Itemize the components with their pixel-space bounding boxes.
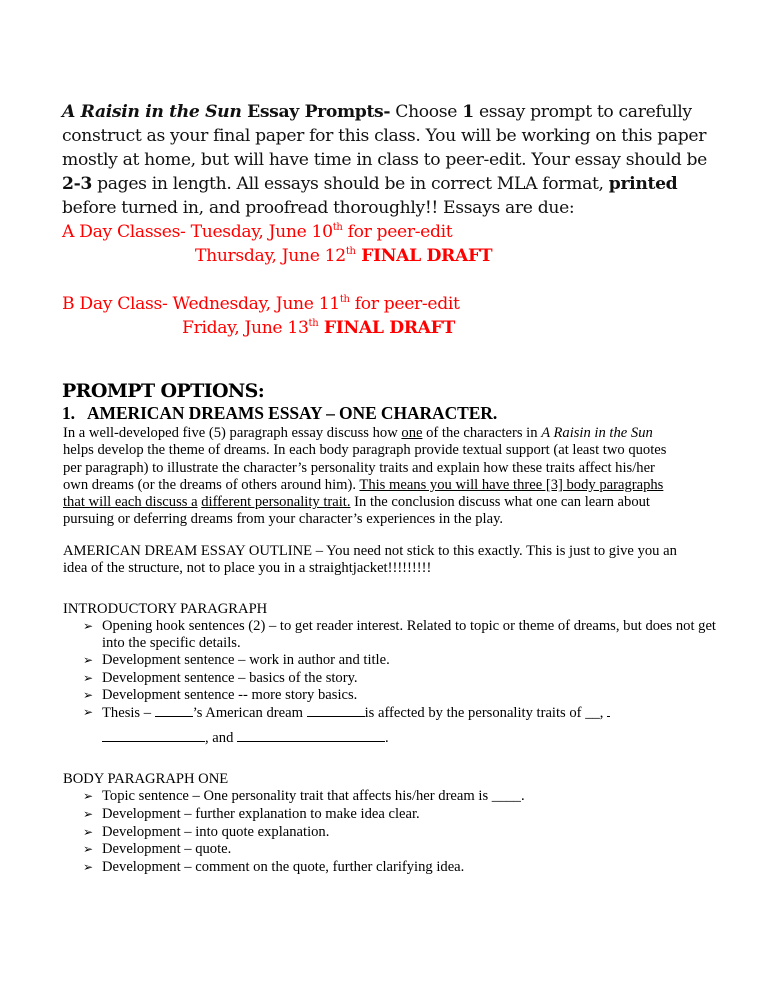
- prompt-options-heading: PROMPT OPTIONS:: [62, 380, 265, 402]
- body-text: In a well-developed five (5) paragraph essay discuss how: [63, 425, 402, 441]
- underlined-text: This means you will have three [3] body paragraphs that will each discuss a: [63, 476, 664, 511]
- thesis-text: is affected by the personality traits of: [364, 705, 586, 722]
- body-text: In the conclusion discuss what one can learn about pursuing or deferring dreams from your character’s experiences in the play.: [63, 494, 650, 528]
- list-item: [83, 652, 722, 669]
- prompt-count: 1: [462, 102, 474, 122]
- list-item-text: Opening hook sentences (2) – to get reader interest. Related to topic or theme of dreams, but does not get into the specific details.: [102, 618, 716, 652]
- list-item-text: Development sentence -- more story basics.: [102, 687, 358, 704]
- underlined-text: one: [401, 425, 423, 441]
- introductory-paragraph-heading: INTRODUCTORY PARAGRAPH: [63, 601, 268, 618]
- due-label: Thursday, June 12: [195, 246, 346, 266]
- list-item-text: Development sentence – work in author and title.: [102, 652, 390, 669]
- thesis-blank-character: [155, 704, 193, 717]
- arrow-bullet-icon: ➢: [83, 653, 94, 668]
- arrow-bullet-icon: ➢: [83, 806, 94, 821]
- list-item-text: Topic sentence – One personality trait that affects his/her dream is ____.: [102, 787, 525, 804]
- final-draft-label: FINAL DRAFT: [318, 318, 455, 338]
- intro-text: before turned in, and proofread thoroughly!! Essays are due:: [62, 198, 575, 218]
- thesis-item: [83, 704, 722, 747]
- title-play-name: A Raisin in the Sun: [62, 102, 242, 122]
- thesis-second-line: [102, 729, 722, 747]
- due-label: B Day Class- Wednesday, June 11: [62, 294, 340, 314]
- ordinal-suffix: th: [339, 294, 350, 305]
- prompt-1-section: [62, 402, 722, 877]
- body-paragraph-one-list: [62, 788, 722, 876]
- intro-text: Choose: [390, 102, 463, 122]
- printed-emphasis: printed: [608, 174, 678, 194]
- arrow-bullet-icon: ➢: [83, 619, 94, 634]
- arrow-bullet-icon: ➢: [83, 842, 94, 857]
- body-text: helps develop the theme of dreams. In each body paragraph provide textual support (at least two quotes per paragraph) to illustrate the character’s personality traits and explain how these traits affect his/her own dreams (or the dreams of others around him).: [63, 442, 667, 493]
- arrow-bullet-icon: ➢: [83, 688, 94, 703]
- list-item: [83, 669, 722, 687]
- thesis-blank-trait-3: [237, 729, 385, 742]
- list-item: [83, 859, 722, 876]
- thesis-text: ’s American dream: [192, 705, 307, 722]
- play-title: A Raisin in the Sun: [541, 425, 653, 441]
- due-label: Friday, June 13: [182, 318, 309, 338]
- prompt-title-text: AMERICAN DREAMS ESSAY – ONE CHARACTER.: [87, 403, 498, 423]
- thesis-blank-dream: [307, 704, 365, 717]
- a-day-final-draft: [62, 244, 722, 268]
- due-suffix: for peer-edit: [349, 294, 460, 314]
- ordinal-suffix: th: [332, 222, 343, 233]
- body-text: of the characters in: [422, 425, 542, 441]
- arrow-bullet-icon: ➢: [83, 670, 94, 685]
- outline-intro: AMERICAN DREAM ESSAY OUTLINE – You need not stick to this exactly. This is just to give you an idea of the structure, not to place you in a straightjacket!!!!!!!!!: [63, 542, 677, 577]
- title-suffix: Essay Prompts-: [241, 102, 391, 122]
- list-item: [83, 618, 722, 652]
- underlined-text: different personality trait.: [201, 494, 351, 511]
- list-item-text: Development – comment on the quote, further clarifying idea.: [102, 859, 465, 876]
- prompt-1-title: [62, 402, 722, 424]
- list-item: [83, 805, 722, 823]
- due-dates: [62, 220, 722, 340]
- due-label: A Day Classes- Tuesday, June 10: [62, 222, 333, 242]
- thesis-text: , and: [205, 730, 238, 747]
- body-paragraph-one-heading: BODY PARAGRAPH ONE: [63, 770, 229, 787]
- final-draft-label: FINAL DRAFT: [355, 246, 493, 266]
- list-item: [83, 687, 722, 704]
- document-title: [62, 102, 390, 122]
- thesis-blank-trait-1: __,: [585, 705, 608, 722]
- arrow-bullet-icon: ➢: [83, 788, 94, 803]
- arrow-bullet-icon: ➢: [83, 705, 94, 720]
- ordinal-suffix: th: [345, 246, 356, 257]
- arrow-bullet-icon: ➢: [83, 860, 94, 875]
- ordinal-suffix: th: [308, 318, 319, 329]
- prompt-number: 1.: [62, 403, 75, 423]
- intro-paragraph: [62, 100, 722, 220]
- b-day-peer-edit: [62, 292, 722, 316]
- thesis-label: Thesis –: [102, 705, 155, 722]
- a-day-peer-edit: [62, 220, 722, 244]
- b-day-final-draft: [62, 316, 722, 340]
- list-item-text: Development – further explanation to make idea clear.: [102, 805, 420, 822]
- list-item-text: Development – quote.: [102, 841, 232, 858]
- list-item-text: Development – into quote explanation.: [102, 823, 330, 840]
- prompt-1-description: [63, 425, 673, 529]
- thesis-blank-trait-2: [102, 729, 205, 742]
- page-length: 2-3: [62, 174, 93, 194]
- list-item: [83, 787, 722, 805]
- list-item-text: Development sentence – basics of the story.: [102, 669, 358, 686]
- intro-text: pages in length. All essays should be in correct MLA format,: [92, 174, 609, 194]
- list-item: [83, 841, 722, 858]
- assignment-intro: [62, 100, 722, 340]
- intro-text: essay prompt to carefully construct as your final paper for this class. You will be working on this paper mostly at home, but will have time in class to peer-edit. Your essay should be: [62, 102, 708, 170]
- due-suffix: for peer-edit: [342, 222, 453, 242]
- arrow-bullet-icon: ➢: [83, 824, 94, 839]
- thesis-text: .: [385, 730, 389, 747]
- introductory-paragraph-list: [62, 618, 722, 747]
- thesis-blank-short: [607, 704, 610, 717]
- list-item: [83, 823, 722, 841]
